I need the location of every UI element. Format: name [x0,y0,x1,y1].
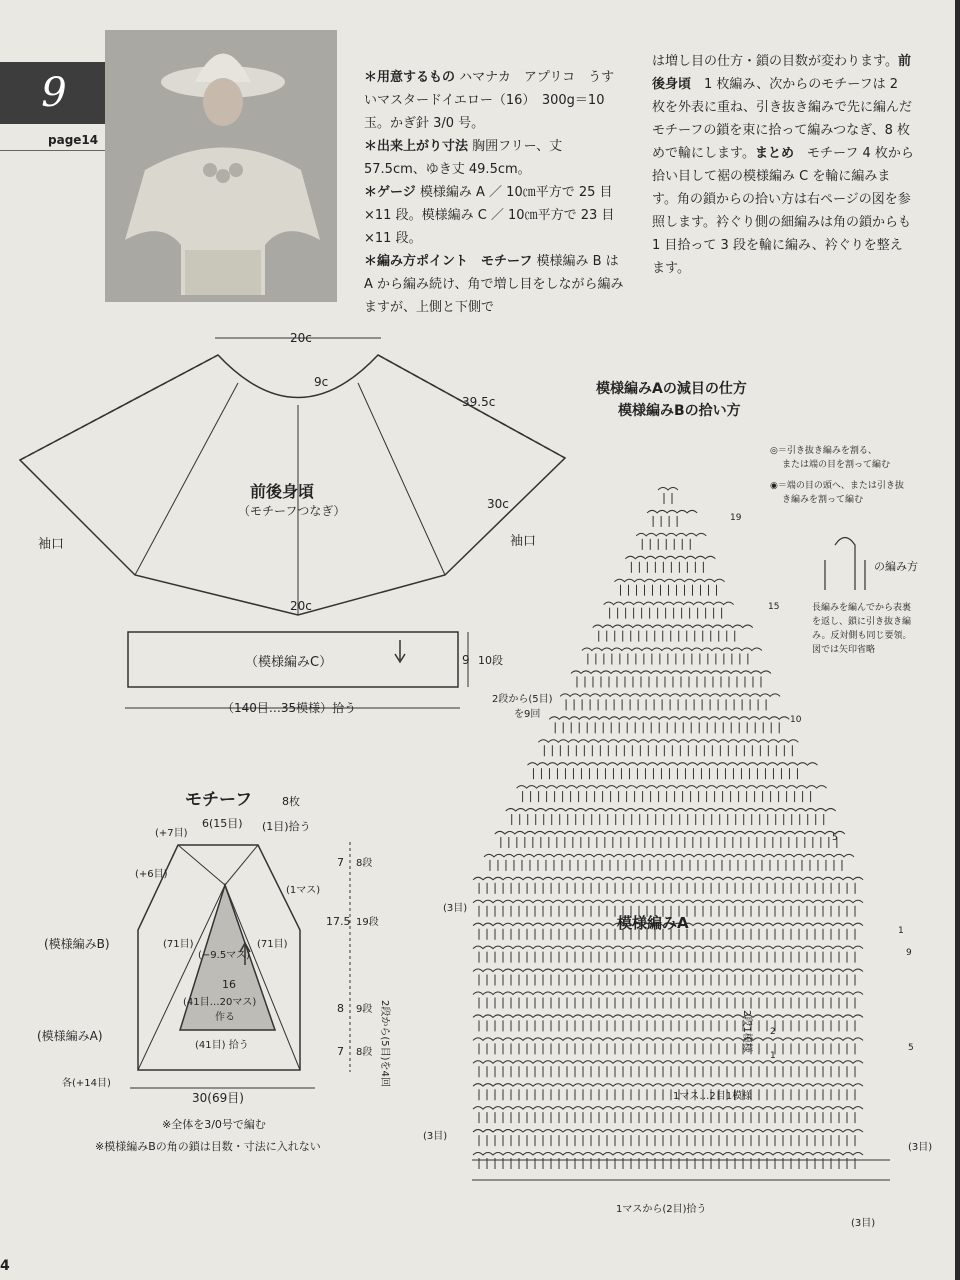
sleeve-left-label: 袖口 [38,537,65,552]
motif-left71: (71目) [163,939,194,950]
motif-bottom-width: 30(69目) [192,1091,244,1105]
motif-dim1: 7 [337,856,344,869]
chart-row [506,809,836,812]
materials-text: ハマナカ アプリコ うすいマスタードイエロー（16） 300g＝10玉。かぎ針 3/0 号。 [364,70,615,131]
chart-row [473,992,863,995]
motif-note1: ※全体を3/0号で編む [162,1118,266,1131]
motif-dim1-rows: 8段 [356,858,373,869]
howto4: 図では矢印省略 [812,645,876,655]
howto1: 長編みを編んでから表裏 [812,603,912,613]
row-9-label: 9 [906,948,912,958]
chart-row [625,556,715,559]
pick-label: 1マスから(2目)拾う [616,1204,707,1215]
hem-label: （模様編みC） [245,655,333,670]
sleeve-right-label: 袖口 [510,534,537,549]
hem-pick: （140目…35模様）拾う [222,701,357,715]
chart-row [527,763,817,766]
from2c-label: 2段から(5目)を4回 [379,1000,390,1087]
row-19-label: 19 [730,513,742,523]
three1-label: (3目) [443,903,468,914]
body-label: 前後身頃 [652,54,911,92]
chart-row [538,740,798,743]
motif-top-count: 6(15目) [202,817,243,830]
chart-row [549,717,789,720]
hem-height: 9 [462,653,470,667]
from2-label: 2段から(5目) [492,694,553,705]
chart-row [593,625,753,628]
motif-center-num: 16 [222,978,236,991]
chart-row [473,1015,863,1018]
chart-row [473,969,863,972]
chart-row [571,671,771,674]
three2-label: (3目) [423,1131,448,1142]
finish-label: まとめ [754,146,794,161]
from2b-label: を9回 [514,709,541,720]
row-15-label: 15 [768,602,780,612]
neck-depth: 9c [314,375,329,389]
row-5b-label: 5 [908,1043,914,1053]
chart-row [484,854,854,857]
unit-label: 1マス…2目1模様 [673,1091,753,1102]
chart-row [473,946,863,949]
chart-row [473,1061,863,1064]
gauge-label: ＊ゲージ [364,185,416,200]
chart-row [647,510,697,513]
hem-rows: 10段 [478,654,503,667]
chart-row [473,900,863,903]
legend1a: ◎＝引き抜き編みを割る、 [770,446,877,456]
chart-row [473,1107,863,1110]
gauge-text: 模様編み A ／ 10㎝平方で 25 目 ×11 段。模様編み C ／ 10㎝平方で 23 目 ×11 段。 [364,185,615,246]
motif-dim4: 7 [337,1045,344,1058]
pattern-a-label: 模様編みA [617,914,689,932]
chart-stitches [472,488,890,1181]
chart-row [495,831,845,834]
chart-row [604,602,734,605]
page-reference: page14 [48,133,99,147]
bottom-width: 20c [290,599,312,613]
chart-title1: 模様編みAの減目の仕方 [596,381,747,397]
motif-pattern-a: (模様編みA) [37,1029,103,1043]
chart-row [658,488,678,491]
top-width: 20c [290,331,312,345]
materials-label: ＊用意するもの [364,70,456,85]
body-subtitle: （モチーフつなぎ） [238,504,346,518]
body-title: 前後身頃 [250,482,315,501]
legend2a: ◉＝端の目の頭へ、または引き抜 [770,481,904,491]
motif-note2: ※模様編みBの角の鎖は目数・寸法に入れない [95,1140,321,1153]
chart-row [473,1153,863,1156]
motif-center-make: 作る [215,1012,235,1023]
finish-text: モチーフ 4 枚から拾い目して裾の模様編み C を輪に編みます。角の鎖からの拾い方は右ページの図を参照します。衿ぐり側の細編みは角の鎖からも 1 目拾って 3 段を輪に編み、衿ぐりを整えます。 [652,146,914,276]
motif-right71: (71目) [257,939,288,950]
motif-pattern-b: (模様編みB) [44,937,110,951]
arrow2-label: 2 [770,1027,776,1037]
motif-dim2-rows: 19段 [356,917,379,928]
col2-line1: は増し目の仕方・鎖の目数が変わります。 [652,54,898,69]
motif-center-count: (41目…20マス) [183,997,257,1008]
legend1b: または端の目を割って編む [782,460,891,470]
howto-symbol [825,538,865,591]
motif-count: 8枚 [282,795,300,808]
motif-title: モチーフ [185,790,253,810]
three3-label: (3目) [908,1142,933,1153]
motif-each14: 各(+14目) [62,1078,111,1089]
chart-row [517,786,827,789]
chart-row [473,1084,863,1087]
points-text: 模様編み B は A から編み続け、角で増し目をしながら編みますが、上側と下側で [364,254,624,315]
row-10-label: 10 [790,715,802,725]
chart-row [636,533,706,536]
motif-dim3: 8 [337,1002,344,1015]
motif-plus6: (+6目) [135,869,168,880]
motif-top-pick: (1目)拾う [262,820,311,833]
repeat-label: 2段1模様 [741,1010,752,1053]
legend2b: き編みを割って編む [782,495,864,505]
sleeve-side-length: 30c [487,497,509,511]
howto3: み。反対側も同じ要領。 [812,631,912,641]
three4-label: (3目) [851,1218,876,1229]
row-1-label: 1 [898,926,904,936]
page-number: 4 [0,1258,10,1274]
size-text: 胸囲フリー、丈 57.5cm、ゆき丈 49.5cm。 [364,139,563,177]
chart-row [560,694,780,697]
shoulder-length: 39.5c [462,395,496,409]
body-diagram [20,338,565,708]
row-5-label: 5 [832,833,838,843]
chart-row [473,1038,863,1041]
chart-title2: 模様編みBの拾い方 [618,403,741,419]
motif-dim3-rows: 9段 [356,1004,373,1015]
motif-one-ch: (1マス) [286,885,321,896]
howto2: を返し、鎖に引き抜き編 [812,617,912,627]
howto-title: の編み方 [874,560,918,573]
motif-minus: (−9.5マス) [198,950,251,961]
motif-plus7: (+7目) [155,828,188,839]
size-label: ＊出来上がり寸法 [364,139,469,154]
motif-bottom-pick: (41目) 拾う [195,1040,249,1051]
chart-row [473,1130,863,1133]
chart-row [473,877,863,880]
points-label: ＊編み方ポイント モチーフ [364,254,533,269]
body-text: 1 枚編み、次からのモチーフは 2 枚を外表に重ね、引き抜き編みで先に編んだモチーフの鎖を束に拾って編みつなぎ、8 枚めで輪にします。 [652,77,913,161]
arrow1-label: 1 [770,1051,776,1061]
chart-row [614,579,724,582]
chart-row [582,648,762,651]
motif-dim4-rows: 8段 [356,1047,373,1058]
motif-dim2: 17.5 [326,915,351,928]
pattern-number: 9 [41,70,67,116]
